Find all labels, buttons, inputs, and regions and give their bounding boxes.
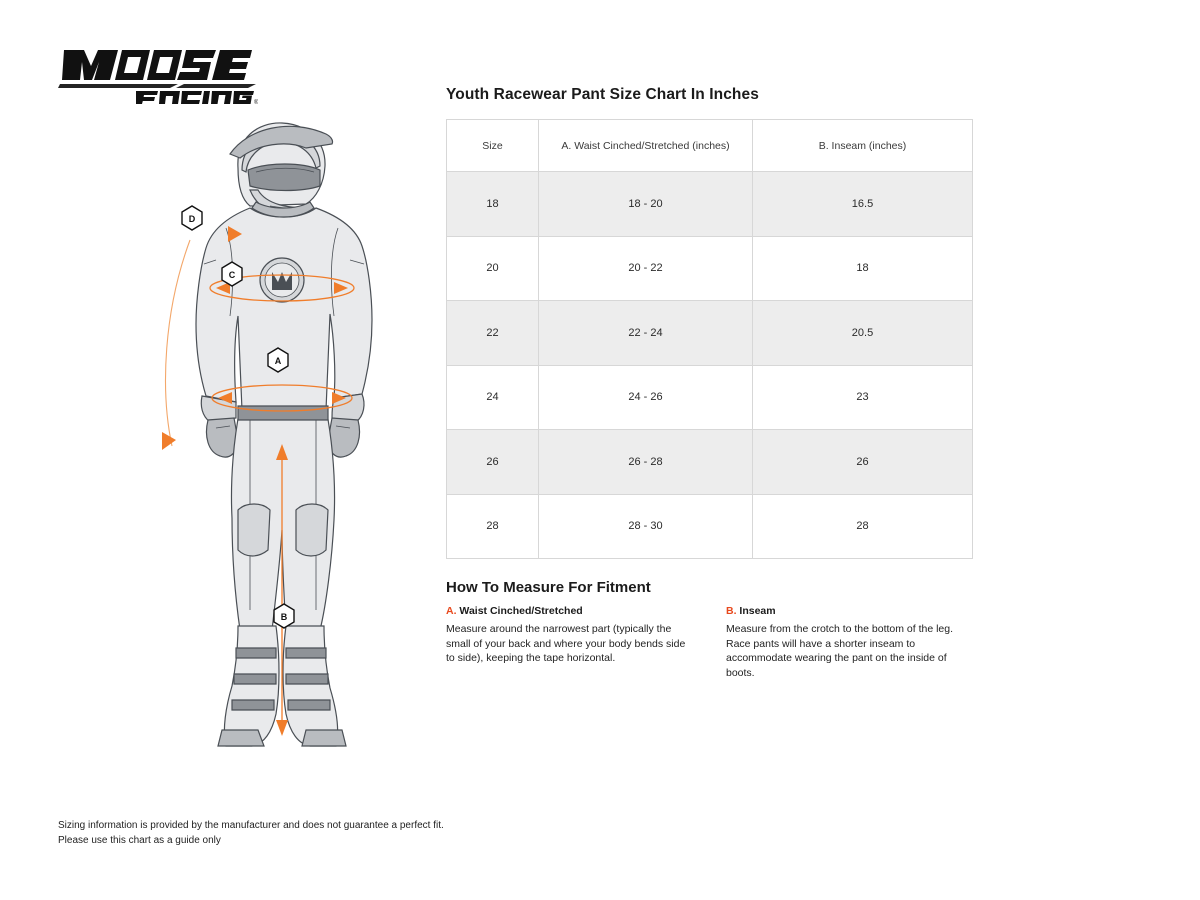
table-row bbox=[447, 430, 973, 495]
column-header-inseam: B. Inseam (inches) bbox=[753, 120, 973, 172]
measure-body: Measure around the narrowest part (typically the small of your back and where your body bends side to side), keeping the tape horizontal. bbox=[446, 622, 686, 665]
svg-text:A: A bbox=[274, 356, 282, 366]
cell-inseam: 20.5 bbox=[753, 301, 973, 366]
cell-inseam: 16.5 bbox=[753, 172, 973, 237]
cell-size: 18 bbox=[447, 172, 539, 237]
cell-waist: 24 - 26 bbox=[539, 365, 753, 430]
cell-waist: 28 - 30 bbox=[539, 494, 753, 559]
marker-D bbox=[182, 206, 202, 230]
svg-text:D: D bbox=[188, 214, 196, 224]
column-header-waist: A. Waist Cinched/Stretched (inches) bbox=[539, 120, 753, 172]
cell-size: 22 bbox=[447, 301, 539, 366]
svg-text:C: C bbox=[228, 270, 236, 280]
pants bbox=[231, 406, 334, 630]
cell-size: 24 bbox=[447, 365, 539, 430]
jersey bbox=[196, 202, 372, 410]
cell-waist: 26 - 28 bbox=[539, 430, 753, 495]
disclaimer-line-1: Sizing information is provided by the manufacturer and does not guarantee a perfect fit. bbox=[58, 820, 444, 831]
marker-C bbox=[222, 262, 242, 286]
table-row bbox=[447, 172, 973, 237]
measure-heading bbox=[446, 605, 692, 619]
measure-heading bbox=[726, 605, 972, 619]
measure-heading-text: Inseam bbox=[739, 605, 776, 617]
cell-inseam: 23 bbox=[753, 365, 973, 430]
cell-size: 26 bbox=[447, 430, 539, 495]
size-chart-table bbox=[446, 119, 973, 559]
how-to-measure-title: How To Measure For Fitment bbox=[446, 579, 651, 596]
measure-item-waist bbox=[446, 605, 692, 681]
column-header-size: Size bbox=[447, 120, 539, 172]
marker-A bbox=[268, 348, 288, 372]
cell-waist: 18 - 20 bbox=[539, 172, 753, 237]
rider-illustration bbox=[130, 110, 430, 750]
table-header-row bbox=[447, 120, 973, 172]
cell-size: 20 bbox=[447, 236, 539, 301]
measure-letter: B. bbox=[726, 605, 737, 617]
measure-item-inseam bbox=[726, 605, 972, 681]
moose-racing-logo-icon bbox=[58, 46, 258, 106]
table-row bbox=[447, 236, 973, 301]
measure-letter: A. bbox=[446, 605, 457, 617]
helmet bbox=[230, 123, 333, 217]
cell-inseam: 18 bbox=[753, 236, 973, 301]
brand-logo bbox=[58, 46, 258, 106]
cell-inseam: 26 bbox=[753, 430, 973, 495]
registered-mark: ® bbox=[254, 100, 258, 106]
svg-text:B: B bbox=[280, 612, 288, 622]
cell-size: 28 bbox=[447, 494, 539, 559]
measure-heading-text: Waist Cinched/Stretched bbox=[459, 605, 583, 617]
content-column bbox=[446, 86, 974, 681]
rider-diagram bbox=[130, 110, 430, 750]
cell-inseam: 28 bbox=[753, 494, 973, 559]
measure-body: Measure from the crotch to the bottom of the leg. Race pants will have a shorter inseam to accommodate wearing the pant on the inside of boots. bbox=[726, 622, 954, 680]
disclaimer-line-2: Please use this chart as a guide only bbox=[58, 835, 221, 846]
disclaimer bbox=[58, 818, 444, 848]
table-row bbox=[447, 365, 973, 430]
cell-waist: 22 - 24 bbox=[539, 301, 753, 366]
how-to-measure-section bbox=[446, 579, 972, 681]
table-row bbox=[447, 494, 973, 559]
table-row bbox=[447, 301, 973, 366]
marker-B bbox=[274, 604, 294, 628]
chest-logo bbox=[260, 258, 304, 302]
cell-waist: 20 - 22 bbox=[539, 236, 753, 301]
page-title: Youth Racewear Pant Size Chart In Inches bbox=[446, 86, 759, 103]
